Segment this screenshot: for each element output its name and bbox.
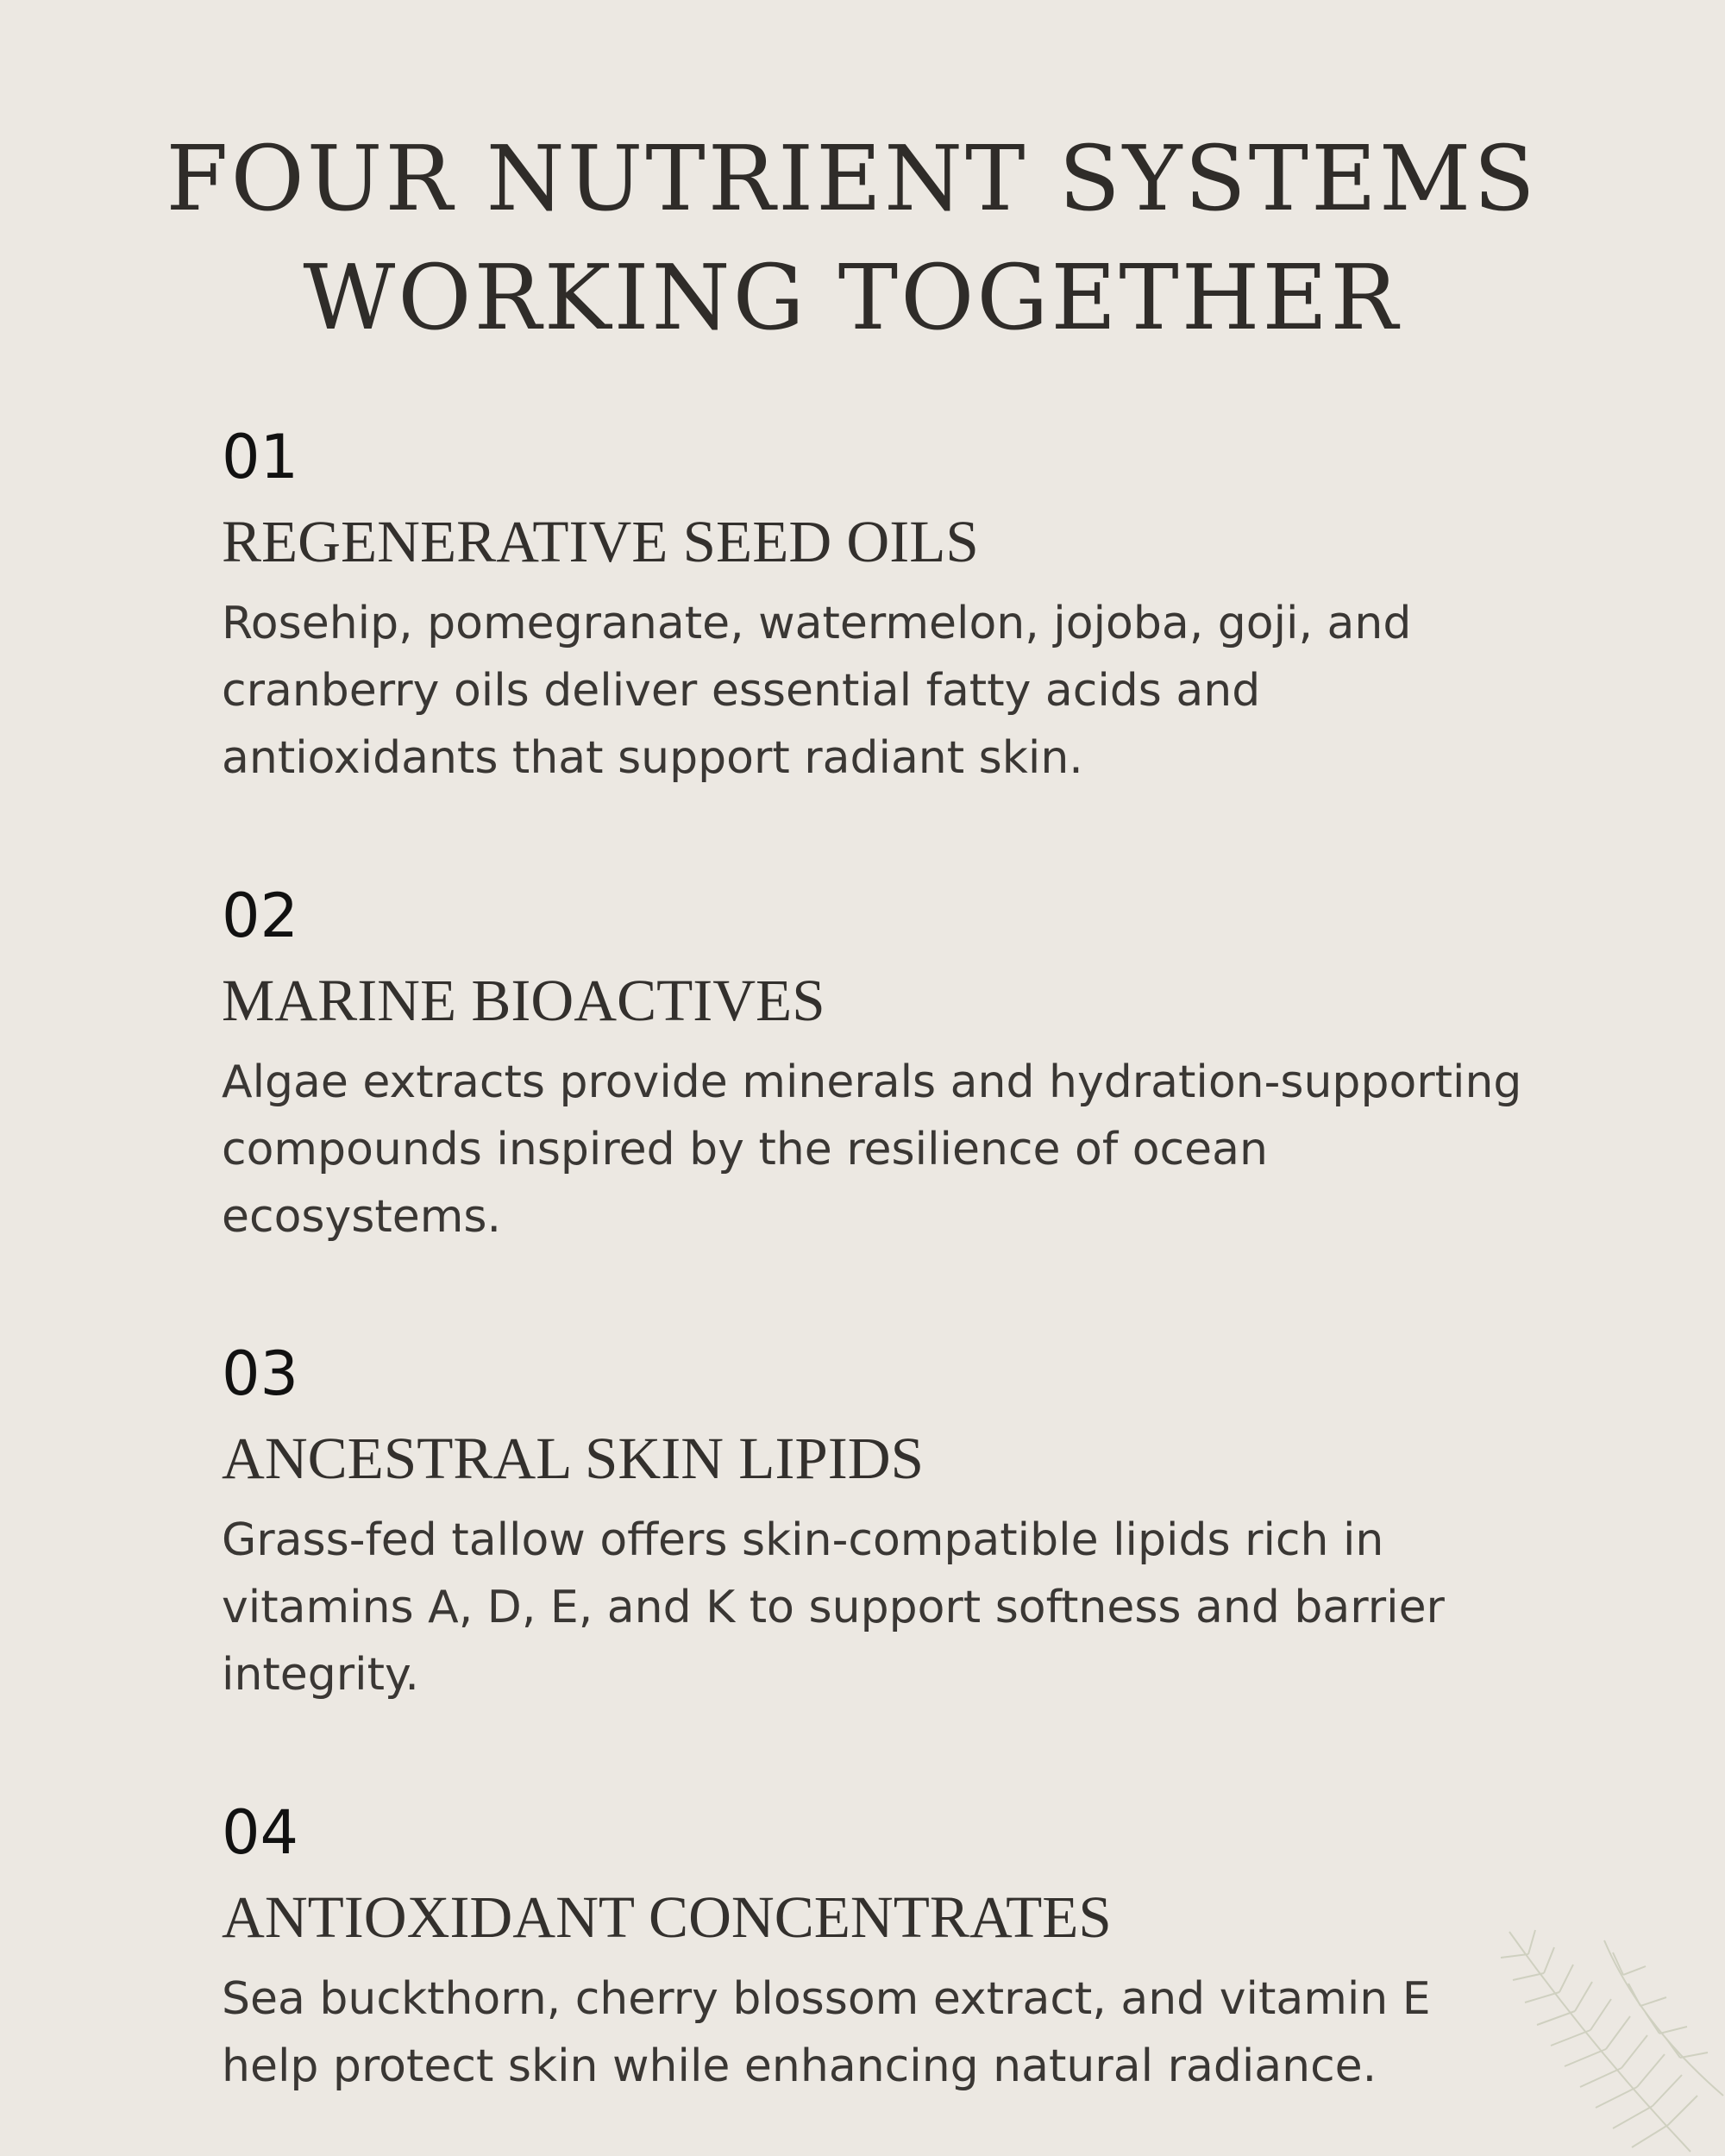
section-description: Sea buckthorn, cherry blossom extract, and vitamin E help protect skin while enhancing natural radiance. bbox=[222, 1973, 1431, 2092]
page-title bbox=[0, 119, 1703, 357]
section-heading: ANTIOXIDANT CONCENTRATES bbox=[222, 1884, 1112, 1950]
fern-leaf-icon bbox=[1475, 1923, 1725, 2156]
nutrient-section-04 bbox=[222, 1798, 1533, 2100]
section-heading: MARINE BIOACTIVES bbox=[222, 968, 825, 1033]
nutrient-section-03 bbox=[222, 1339, 1533, 1708]
section-heading: ANCESTRAL SKIN LIPIDS bbox=[222, 1426, 924, 1491]
section-number: 03 bbox=[222, 1338, 299, 1409]
section-description: Algae extracts provide minerals and hydration-supporting compounds inspired by the resilience of ocean ecosystems. bbox=[222, 1056, 1522, 1243]
nutrient-section-01 bbox=[222, 423, 1533, 792]
section-description: Rosehip, pomegranate, watermelon, jojoba, goji, and cranberry oils deliver essential fatty acids and antioxidants that support radiant skin. bbox=[222, 598, 1412, 784]
nutrient-section-02 bbox=[222, 881, 1533, 1250]
section-heading: REGENERATIVE SEED OILS bbox=[222, 509, 979, 574]
section-description: Grass-fed tallow offers skin-compatible lipids rich in vitamins A, D, E, and K to support softness and barrier integrity. bbox=[222, 1514, 1445, 1701]
page-title-line-2: WORKING TOGETHER bbox=[303, 245, 1401, 350]
section-number: 02 bbox=[222, 881, 299, 951]
page-title-line-1: FOUR NUTRIENT SYSTEMS bbox=[166, 126, 1538, 231]
section-number: 01 bbox=[222, 422, 299, 492]
section-number: 04 bbox=[222, 1797, 299, 1868]
